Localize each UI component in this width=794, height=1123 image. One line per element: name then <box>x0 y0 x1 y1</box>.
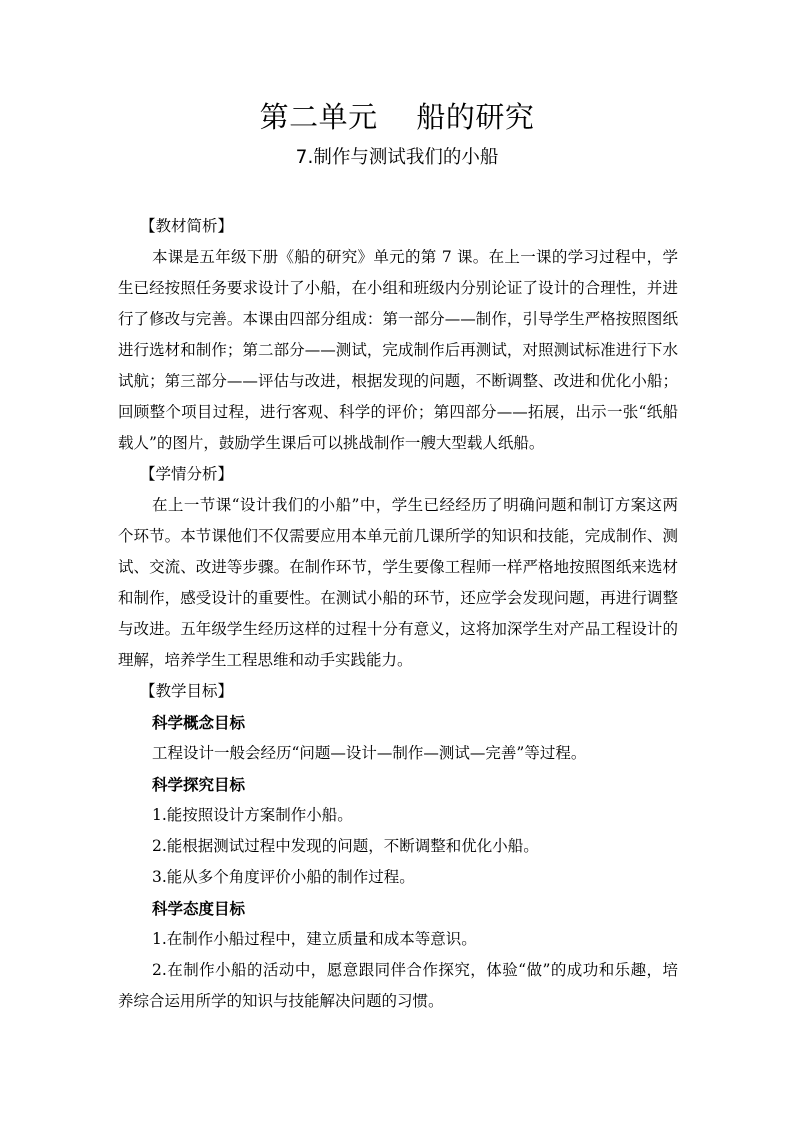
goal-label-science-inquiry: 科学探究目标 <box>152 775 246 794</box>
goal-item: 3.能从多个角度评价小船的制作过程。 <box>152 868 415 886</box>
section-heading-student-analysis: 【学情分析】 <box>140 465 234 483</box>
goal-label-science-attitude: 科学态度目标 <box>152 899 246 918</box>
document-body <box>118 211 678 1017</box>
goal-item: 2.能根据测试过程中发现的问题，不断调整和优化小船。 <box>152 837 539 855</box>
goal-item: 1.能按照设计方案制作小船。 <box>152 806 353 824</box>
paragraph-student-analysis: 在上一节课“设计我们的小船”中，学生已经经历了明确问题和制订方案这两个环节。本节课他们不仅需要应用本单元前几课所学的知识和技能，完成制作、测试、交流、改进等步骤。在制作环节，学生要像工程师一样严格地按照图纸来选材和制作，感受设计的重要性。在测试小船的环节，还应学会发现问题，再进行调整与改进。五年级学生经历这样的过程十分有意义，这将加深学生对产品工程设计的理解，培养学生工程思维和动手实践能力。 <box>118 496 678 669</box>
goal-item: 2.在制作小船的活动中，愿意跟同伴合作探究，体验“做”的成功和乐趣，培养综合运用所学的知识与技能解决问题的习惯。 <box>118 961 678 1010</box>
goal-item: 1.在制作小船过程中，建立质量和成本等意识。 <box>152 930 477 948</box>
goal-label-science-concept: 科学概念目标 <box>152 713 246 732</box>
goal-item: 工程设计一般会经历“问题—设计—制作—测试—完善”等过程。 <box>152 744 587 762</box>
document-title: 第二单元 船的研究 <box>259 100 535 134</box>
document-subtitle: 7.制作与测试我们的小船 <box>295 147 499 168</box>
paragraph-textbook-analysis: 本课是五年级下册《船的研究》单元的第 7 课。在上一课的学习过程中，学生已经按照任务要求设计了小船，在小组和班级内分别论证了设计的合理性，并进行了修改与完善。本课由四部分组成：第一部分——制作，引导学生严格按照图纸进行选材和制作；第二部分——测试，完成制作后再测试，对照测试标准进行下水试航；第三部分——评估与改进，根据发现的问题，不断调整、改进和优化小船；回顾整个项目过程，进行客观、科学的评价；第四部分——拓展，出示一张“纸船载人”的图片，鼓励学生课后可以挑战制作一艘大型载人纸船。 <box>118 248 678 452</box>
section-heading-textbook-analysis: 【教材简析】 <box>140 217 234 235</box>
section-heading-teaching-goals: 【教学目标】 <box>140 682 234 700</box>
